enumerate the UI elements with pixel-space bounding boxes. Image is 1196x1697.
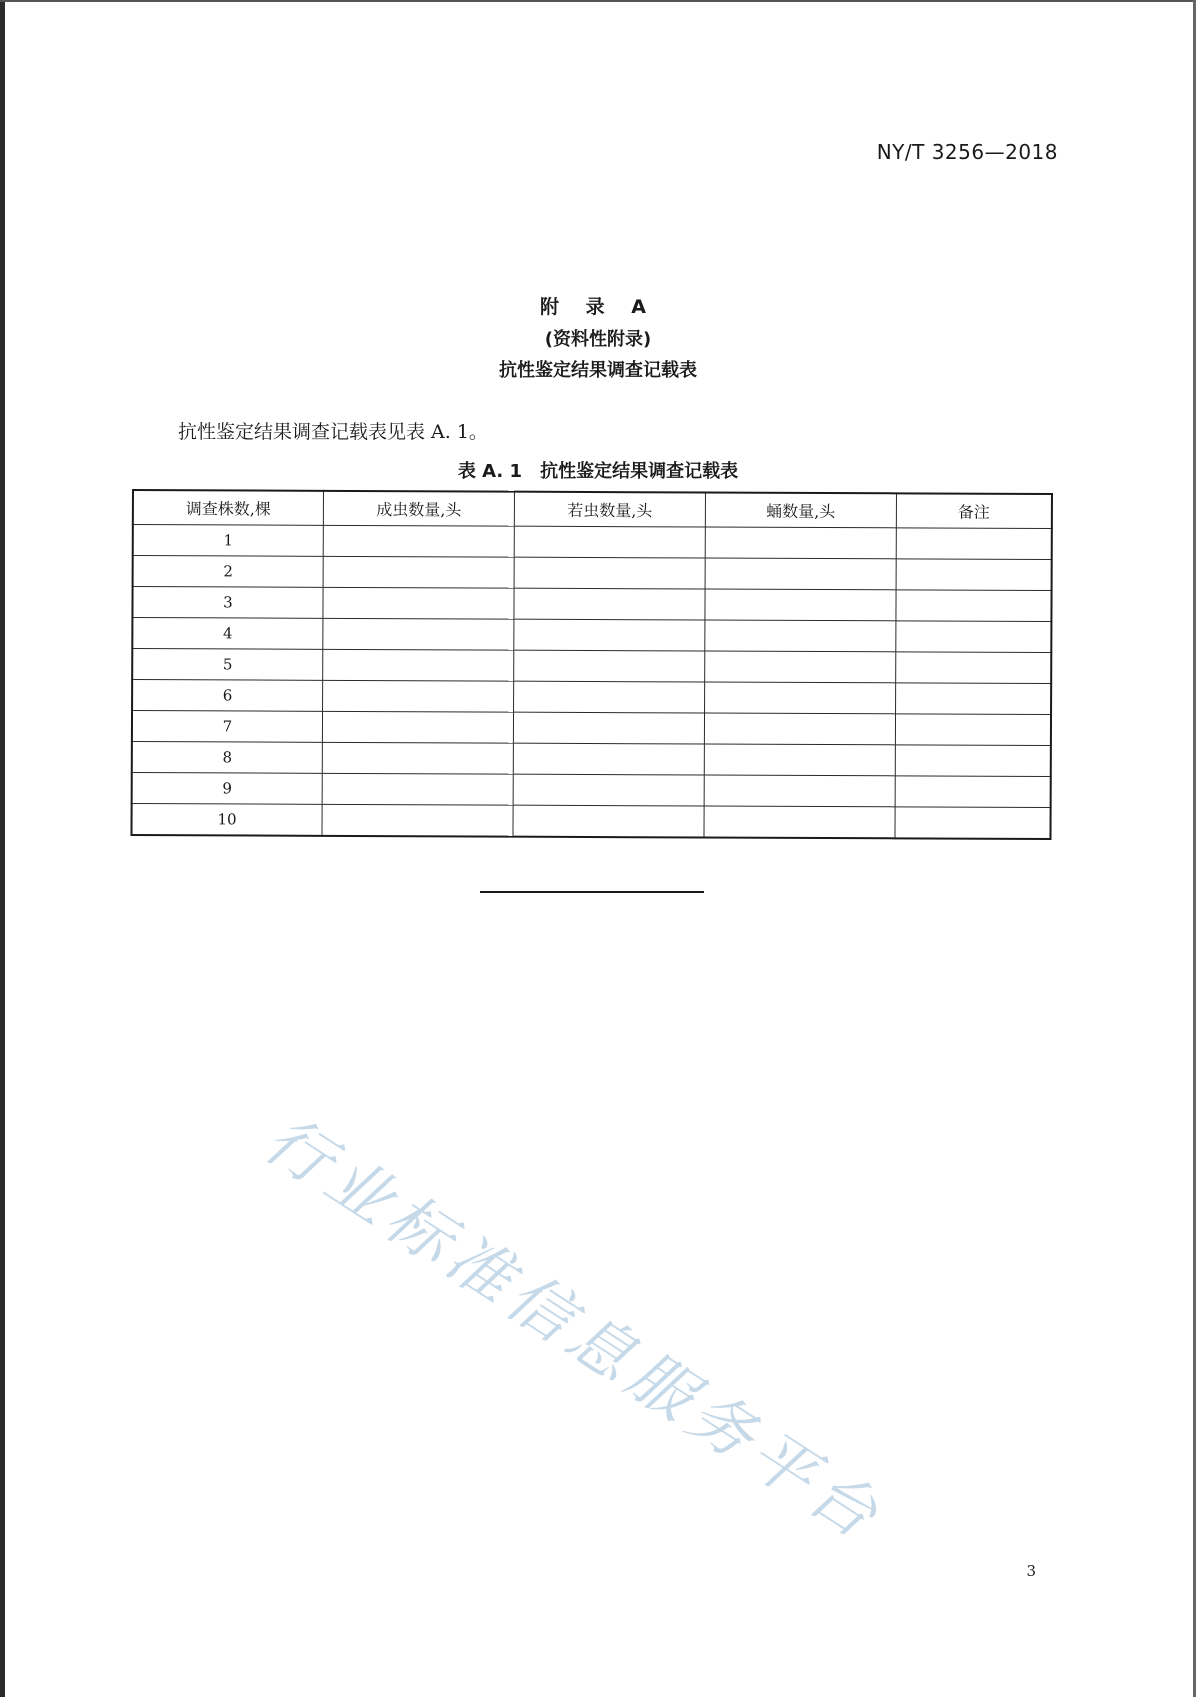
table-row (132, 680, 1051, 715)
table-caption: 表 A. 1 抗性鉴定结果调查记载表 (457, 461, 739, 482)
table-cell (322, 742, 513, 774)
table-cell (704, 744, 895, 776)
table-cell (513, 774, 704, 806)
plant-number-cell: 3 (132, 587, 323, 619)
table-cell (514, 650, 705, 682)
plant-number-cell: 4 (132, 618, 323, 650)
table-cell (705, 527, 896, 559)
table-cell (705, 589, 896, 621)
table-cell (705, 558, 896, 590)
column-header-remarks: 备注 (896, 493, 1052, 528)
table-cell (895, 776, 1051, 808)
table-cell (514, 619, 705, 651)
table-cell (514, 588, 705, 620)
plant-number-cell: 10 (131, 804, 322, 836)
column-header-adult-count: 成虫数量,头 (323, 491, 514, 526)
table-cell (896, 528, 1052, 560)
table-cell (322, 804, 513, 836)
table-cell (322, 773, 513, 805)
plant-number-cell: 6 (132, 680, 323, 712)
table-cell (513, 712, 704, 744)
table-cell (513, 743, 704, 775)
table-cell (704, 806, 895, 838)
watermark: 行业标准信息服务平台 (251, 1102, 896, 1557)
table-cell (513, 681, 704, 713)
table-cell (895, 745, 1051, 777)
table-cell (323, 649, 514, 681)
table-row (133, 556, 1052, 591)
plant-number-cell: 5 (132, 649, 323, 681)
survey-record-table (130, 489, 1053, 840)
table-row (131, 804, 1050, 840)
table-row (133, 525, 1052, 560)
table-cell (323, 525, 514, 557)
table-row (132, 742, 1051, 777)
plant-number-cell: 1 (133, 525, 324, 557)
page-number: 3 (1026, 1562, 1036, 1580)
appendix-heading: 抗性鉴定结果调查记载表 (499, 360, 697, 381)
table-cell (896, 559, 1052, 591)
column-header-pupa-count: 蛹数量,头 (705, 493, 896, 528)
table-header-row (133, 490, 1052, 529)
table-cell (895, 652, 1051, 684)
table-cell (323, 587, 514, 619)
plant-number-cell: 7 (132, 711, 323, 743)
table-row (132, 649, 1051, 684)
table-cell (704, 775, 895, 807)
table-cell (514, 526, 705, 558)
end-rule (480, 891, 704, 893)
table-cell (705, 651, 896, 683)
table-cell (895, 683, 1051, 715)
intro-paragraph: 抗性鉴定结果调查记载表见表 A. 1。 (178, 421, 488, 443)
table-cell (513, 805, 704, 837)
table-cell (895, 714, 1051, 746)
table-cell (323, 556, 514, 588)
column-header-nymph-count: 若虫数量,头 (514, 492, 705, 527)
standard-code: NY/T 3256—2018 (876, 140, 1058, 164)
table-cell (704, 682, 895, 714)
table-cell (896, 590, 1052, 622)
table-cell (322, 711, 513, 743)
scan-edge-top (0, 0, 1196, 2)
table-cell (896, 621, 1052, 653)
table-cell (323, 618, 514, 650)
table-cell (895, 807, 1051, 839)
column-header-plant-count: 调查株数,棵 (133, 490, 324, 525)
table-cell (514, 557, 705, 589)
table-cell (704, 713, 895, 745)
plant-number-cell: 2 (133, 556, 324, 588)
table-row (132, 711, 1051, 746)
plant-number-cell: 8 (132, 742, 323, 774)
table-cell (705, 620, 896, 652)
table-cell (322, 680, 513, 712)
table-row (132, 773, 1051, 808)
table-row (132, 587, 1051, 622)
plant-number-cell: 9 (132, 773, 323, 805)
appendix-title: 附 录 A (540, 296, 656, 318)
table-row (132, 618, 1051, 653)
scan-edge-left (0, 0, 5, 1697)
table-body (131, 525, 1051, 840)
appendix-subtitle: (资料性附录) (544, 329, 652, 350)
